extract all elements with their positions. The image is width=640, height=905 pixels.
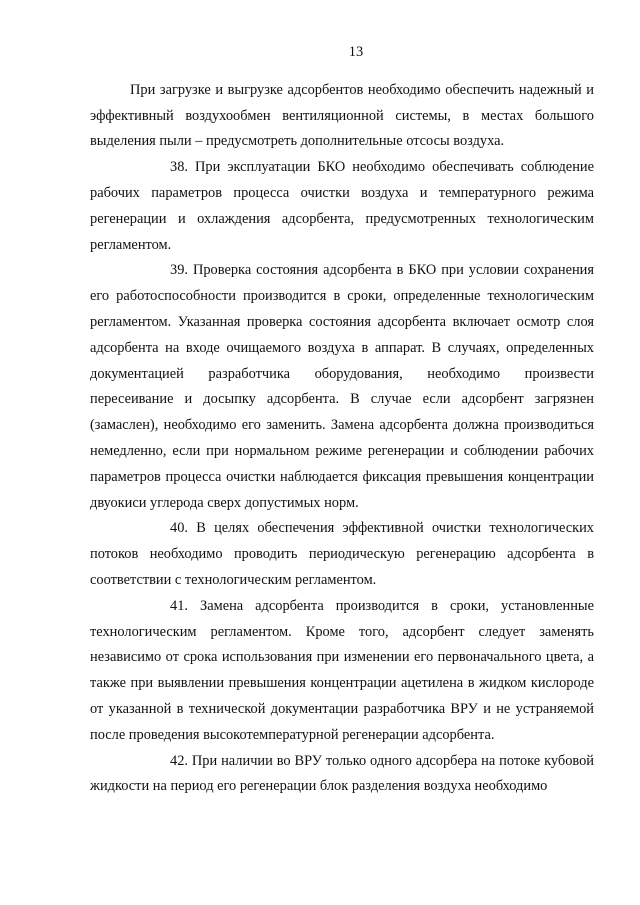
paragraph-text: Замена адсорбента производится в сроки, установленные технологическим регламентом. Кроме того, адсорбент следует заменять независимо от срока использования при изменении его первоначального цвета, а также при выявлении превышения концентрации ацетилена в жидком кислороде от указанной в технической документации разработчика ВРУ и не устраняемой после проведения высокотемпературной регенерации адсорбента. xyxy=(90,597,594,743)
paragraph-intro xyxy=(90,78,594,155)
paragraph-number: 38. xyxy=(170,159,188,176)
paragraph-number: 39. xyxy=(170,262,188,279)
paragraph-text: При загрузке и выгрузке адсорбентов необходимо обеспечить надежный и эффективный воздухообмен вентиляционной системы, в местах большого выделения пыли – предусмотреть дополнительные отсосы воздуха. xyxy=(90,81,594,150)
page-number: 13 xyxy=(348,44,364,60)
paragraph-41 xyxy=(90,594,594,749)
paragraph-number: 41. xyxy=(170,597,188,614)
paragraph-number: 42. xyxy=(170,752,188,769)
paragraph-text: В целях обеспечения эффективной очистки технологических потоков необходимо проводить периодическую регенерацию адсорбента в соответствии с технологическим регламентом. xyxy=(90,520,594,588)
paragraph-text: При эксплуатации БКО необходимо обеспечивать соблюдение рабочих параметров процесса очистки воздуха и температурного режима регенерации и охлаждения адсорбента, предусмотренных технологическим регламентом. xyxy=(90,159,594,253)
paragraph-number: 40. xyxy=(170,520,188,537)
paragraph-text: Проверка состояния адсорбента в БКО при условии сохранения его работоспособности производится в сроки, определенные технологическим регламентом. Указанная проверка состояния адсорбента включает осмотр слоя адсорбента на входе очищаемого воздуха в аппарат. В случаях, определенных документацией разработчика оборудования, необходимо произвести пересеивание и досыпку адсорбента. В случае если адсорбент загрязнен (замаслен), необходимо его заменить. Замена адсорбента должна производиться немедленно, если при нормальном режиме регенерации и соблюдении рабочих параметров процесса очистки наблюдается фиксация превышения концентрации двуокиси углерода сверх допустимых норм. xyxy=(90,262,594,511)
paragraph-42 xyxy=(90,749,594,801)
paragraph-39 xyxy=(90,258,594,516)
paragraph-text: При наличии во ВРУ только одного адсорбера на потоке кубовой жидкости на период его регенерации блок разделения воздуха необходимо xyxy=(90,752,594,795)
paragraph-38 xyxy=(90,155,594,258)
paragraph-40 xyxy=(90,516,594,593)
